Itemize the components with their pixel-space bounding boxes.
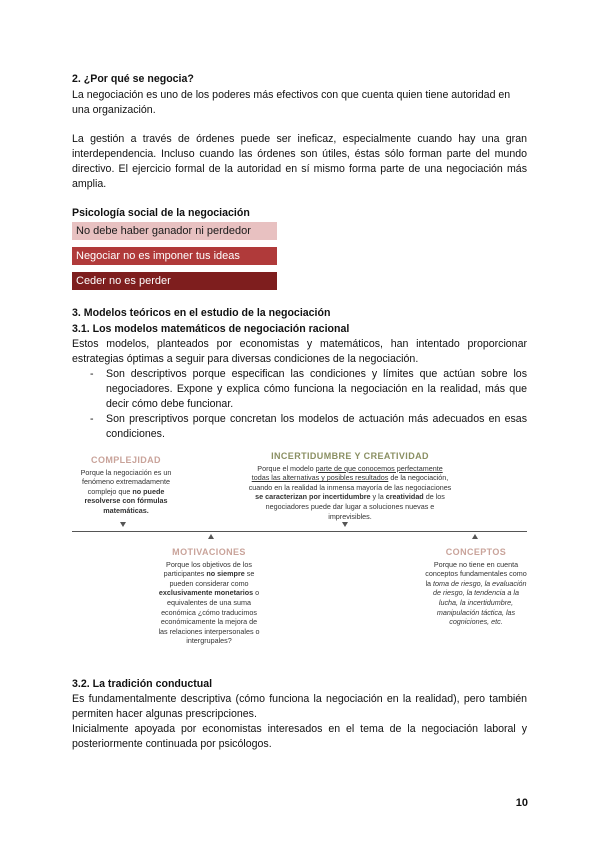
- section-3-2-heading: 3.2. La tradición conductual: [72, 678, 213, 690]
- psychology-item-3: Ceder no es perder: [72, 272, 277, 290]
- section-2-heading: 2. ¿Por qué se negocia?: [72, 73, 194, 85]
- incertidumbre-text-underlined: parte de que conocemos perfectamente todas las alternativas y posibles resultados: [251, 463, 443, 483]
- motivaciones-title: MOTIVACIONES: [172, 547, 246, 557]
- diagram-motivaciones: [156, 548, 262, 646]
- arrow-conceptos: [472, 534, 478, 539]
- incertidumbre-text-7: de los negociadores puede dar lugar a soluciones nuevas e imprevisibles.: [265, 492, 445, 521]
- conceptos-title: CONCEPTOS: [445, 547, 507, 557]
- conceptos-text-italic: toma de riesgo, la evaluación de riesgo, la tendencia a la lucha, la incertidumbre, manipulación táctica, las cogniciones, etc.: [433, 578, 527, 627]
- psychology-item-1: No debe haber ganador ni perdedor: [72, 222, 277, 240]
- incertidumbre-text-bold: se caracterizan por incertidumbre: [255, 492, 371, 502]
- model-properties-list: [72, 367, 527, 442]
- incertidumbre-text-3: de la negociación, cuando en la realidad la inmensa mayoría de las negociaciones: [248, 473, 452, 492]
- diagram-incertidumbre: [248, 452, 452, 521]
- incertidumbre-text-5: y la: [370, 492, 386, 502]
- list-item-descriptive: - Son descriptivos porque especifican las condiciones y límites que actúan sobre los negociadores. Expone y explica cómo funciona la negociación en la realidad, más que decir cómo debe funcionar.: [72, 367, 527, 412]
- psychology-title: Psicología social de la negociación: [72, 207, 250, 219]
- arrow-motivaciones: [208, 534, 214, 539]
- psychology-item-2: Negociar no es imponer tus ideas: [72, 247, 277, 265]
- list-item-prescriptive: - Son prescriptivos porque concretan los modelos de actuación más adecuados en esas condiciones.: [72, 412, 527, 442]
- section-2-paragraph-2: La gestión a través de órdenes puede ser ineficaz, especialmente cuando hay una gran interdependencia. Incluso cuando las órdenes son útiles, éstas sólo forman parte del mundo directivo. El ejercicio formal de la autoridad en sí mismo forma parte de una negociación más amplia.: [72, 133, 527, 190]
- motivaciones-text-bold-2: exclusivamente monetarios: [158, 588, 254, 598]
- section-3-2-paragraph-2: Inicialmente apoyada por economistas interesados en el tema de la negociación laboral y posteriormente continuada por psicólogos.: [72, 723, 527, 750]
- conceptos-text-1: Porque no tiene en cuenta conceptos fundamentales como la: [425, 559, 527, 588]
- section-3-heading: 3. Modelos teóricos en el estudio de la negociación: [72, 307, 331, 319]
- motivaciones-text-bold-1: no siempre: [206, 569, 245, 579]
- diagram-axis-line: [72, 531, 527, 532]
- complejidad-text: Porque la negociación es un fenómeno extremadamente complejo que: [80, 467, 172, 496]
- arrow-incertidumbre: [342, 522, 348, 527]
- incertidumbre-text-creatividad: creatividad: [385, 492, 424, 502]
- section-2-paragraph-1: La negociación es uno de los poderes más efectivos con que cuenta quien tiene autoridad en una organización.: [72, 89, 511, 116]
- diagram-conceptos: [424, 548, 528, 627]
- complejidad-title: COMPLEJIDAD: [91, 455, 161, 465]
- arrow-complejidad: [120, 522, 126, 527]
- section-3-1-paragraph: Estos modelos, planteados por economistas y matemáticos, han intentado proporcionar estrategias óptimas a seguir para diversas condiciones de la negociación.: [72, 338, 527, 365]
- page-number: 10: [515, 797, 528, 809]
- incertidumbre-title: INCERTIDUMBRE Y CREATIVIDAD: [271, 451, 429, 461]
- section-3-2-paragraph-1: Es fundamentalmente descriptiva (cómo funciona la negociación en la realidad), pero también permiten hacer algunas prescripciones.: [72, 693, 527, 720]
- diagram-complejidad: [80, 456, 172, 516]
- incertidumbre-text-1: Porque el modelo: [257, 463, 316, 473]
- motivaciones-text-1: Porque los objetivos de los participantes: [163, 559, 252, 579]
- section-3-1-heading: 3.1. Los modelos matemáticos de negociación racional: [72, 323, 350, 335]
- motivaciones-text-3: se pueden considerar como: [169, 569, 255, 588]
- complejidad-text-bold: no puede resolverse con fórmulas matemáticas.: [84, 486, 168, 515]
- motivaciones-text-5: o equivalentes de una suma económica ¿cómo traducimos económicamente la mejora de las relaciones interpersonales o intergrupales?: [158, 588, 260, 646]
